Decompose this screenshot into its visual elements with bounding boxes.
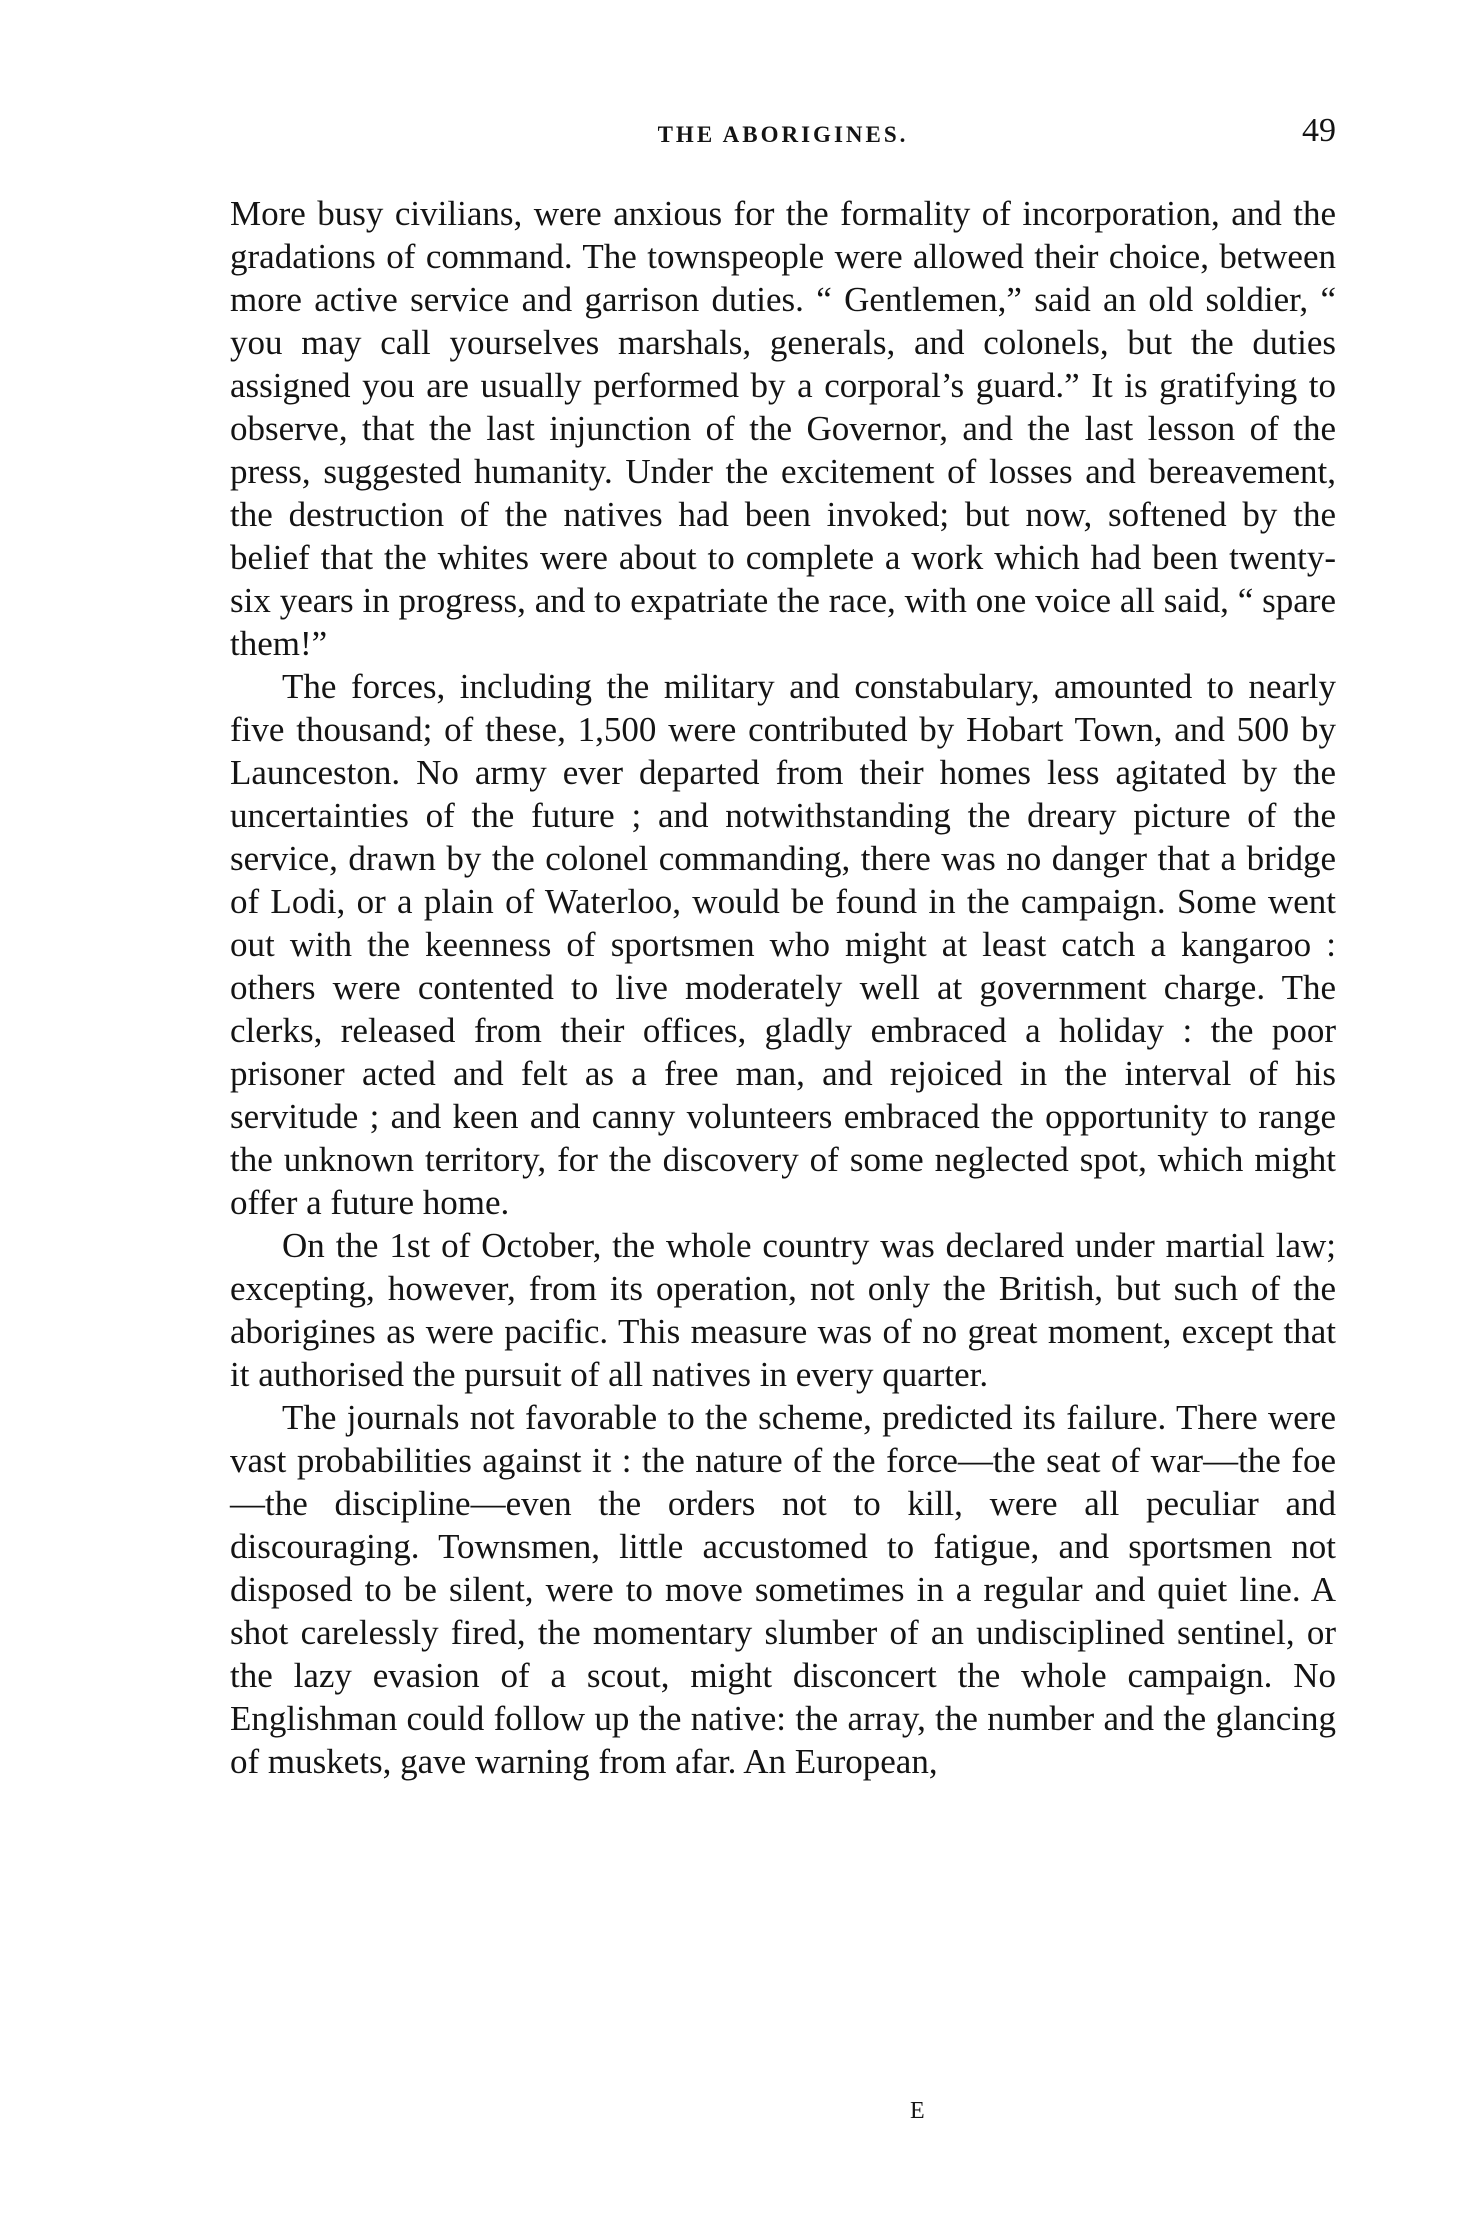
page-header (230, 112, 1336, 172)
book-page (230, 112, 1336, 1781)
page-number: 49 (1302, 112, 1336, 149)
running-head: THE ABORIGINES. (657, 122, 909, 147)
paragraph: The journals not favorable to the scheme, predicted its failure. There were vast probabilities against it : the nature of the force—the seat of war—the foe—the discipline—even the orders not to kill, were all peculiar and discouraging. Townsmen, little accustomed to fatigue, and sportsmen not disposed to be silent, were to move sometimes in a regular and quiet line. A shot carelessly fired, the momentary slumber of an undisciplined sentinel, or the lazy evasion of a scout, might disconcert the whole campaign. No Englishman could follow up the native: the array, the number and the glancing of muskets, gave warning from afar. An European, (230, 1398, 1336, 1781)
paragraph: The forces, including the military and constabulary, amounted to nearly five thousand; of these, 1,500 were contributed by Hobart Town, and 500 by Launceston. No army ever departed from their homes less agitated by the uncertainties of the future ; and notwithstanding the dreary picture of the service, drawn by the colonel commanding, there was no danger that a bridge of Lodi, or a plain of Waterloo, would be found in the campaign. Some went out with the keenness of sportsmen who might at least catch a kangaroo : others were contented to live moderately well at government charge. The clerks, released from their offices, gladly embraced a holiday : the poor prisoner acted and felt as a free man, and rejoiced in the interval of his servitude ; and keen and canny volunteers embraced the opportunity to range the unknown territory, for the discovery of some neglected spot, which might offer a future home. (230, 667, 1336, 1222)
body-text (230, 192, 1336, 1783)
paragraph: More busy civilians, were anxious for the formality of incorporation, and the gradations of command. The townspeople were allowed their choice, between more active service and garrison duties. “ Gentlemen,” said an old soldier, “ you may call yourselves marshals, generals, and colonels, but the duties assigned you are usually performed by a corporal’s guard.” It is gratifying to observe, that the last injunction of the Governor, and the last lesson of the press, suggested humanity. Under the excitement of losses and bereavement, the destruction of the natives had been invoked; but now, softened by the belief that the whites were about to complete a work which had been twenty-six years in progress, and to expatriate the race, with one voice all said, “ spare them!” (230, 194, 1336, 663)
paragraph: On the 1st of October, the whole country was declared under martial law; excepting, however, from its operation, not only the British, but such of the aborigines as were pacific. This measure was of no great moment, except that it authorised the pursuit of all natives in every quarter. (230, 1226, 1336, 1394)
signature-mark: E (910, 2098, 925, 2124)
